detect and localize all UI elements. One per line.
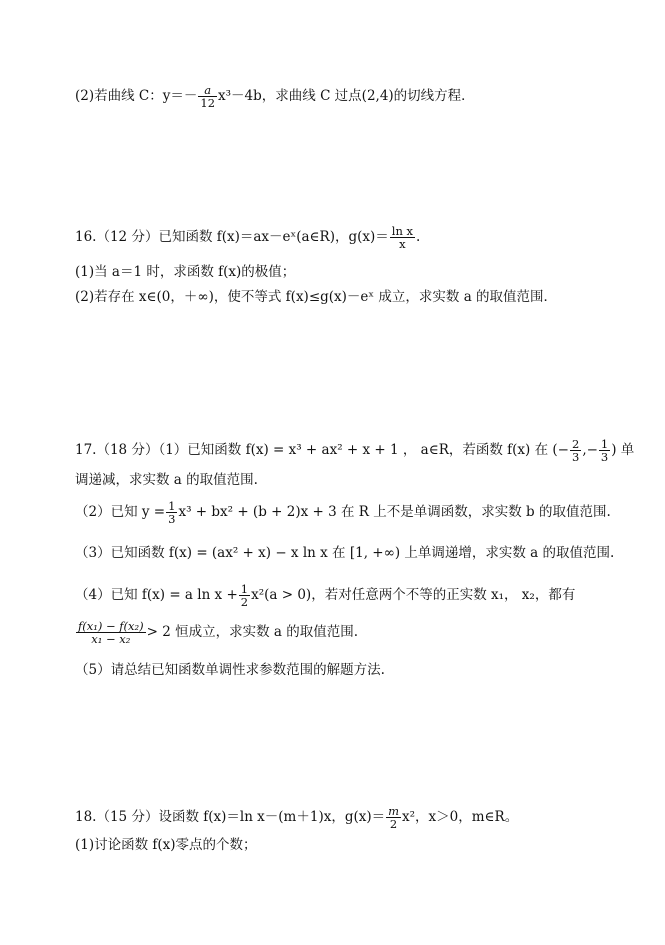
q15-part2: (2)若曲线 C：y＝－ $\frac{a}{12}$ x³－4b，求曲线 C 过点(2,4)的切线方程． [75, 83, 475, 110]
q17-part4-continued: $\frac{\text{f(x₁) − f(x₂)}}{\text{x₁ − x₂}}$ > 2 恒成立，求实数 a 的取值范围. [78, 619, 359, 646]
q18-part1: (1)讨论函数 f(x)零点的个数； [75, 837, 257, 853]
q16-part1: (1)当 a＝1 时，求函数 f(x)的极值； [75, 264, 296, 280]
q17-part2: （2）已知 y = $\frac{1}{3}$ x³ + bx² + (b + 2)x + 3 在 R 上不是单调函数，求实数 b 的取值范围. [75, 499, 611, 526]
fraction: $\frac{2}{3}$ [571, 437, 580, 464]
fraction: $\frac{1}{2}$ [240, 582, 249, 609]
fraction: $\frac{1}{3}$ [600, 437, 609, 464]
q17-part1-continued: 调递减，求实数 a 的取值范围. [75, 472, 258, 488]
q17-part5: （5）请总结已知函数单调性求参数范围的解题方法. [75, 662, 385, 678]
q17-part4: （4）已知 f(x) = a ln x + $\frac{1}{2}$ x²(a > 0)，若对任意两个不等的正实数 x₁， x₂，都有 [75, 582, 576, 609]
fraction: $\frac{1}{3}$ [168, 499, 176, 526]
fraction: $\frac{\text{f(x₁) − f(x₂)}}{\text{x₁ − x₂}}$ [78, 619, 144, 646]
q16-heading: 16.（12 分）已知函数 f(x)＝ax－eˣ(a∈R)，g(x)＝ $\frac{\text{ln x}}{x}$ . [75, 224, 421, 251]
fraction: $\frac{a}{12}$ [200, 83, 216, 110]
fraction: $\frac{\text{ln x}}{x}$ [391, 224, 414, 251]
q17-part1: 17.（18 分）（1）已知函数 f(x) = x³ + ax² + x + 1 ， a∈R，若函数 f(x) 在 (− $\frac{2}{3}$ ,− $\frac{1}{3}$ ) 单 [75, 437, 635, 464]
fraction: $\frac{m}{2}$ [388, 804, 400, 831]
q16-part2: (2)若存在 x∈(0，＋∞)，使不等式 f(x)≤g(x)－eˣ 成立，求实数 a 的取值范围． [75, 289, 558, 305]
q18-heading: 18.（15 分）设函数 f(x)＝ln x－(m＋1)x，g(x)＝ $\frac{m}{2}$ x²，x＞0，m∈R。 [75, 804, 519, 831]
q17-part3: （3）已知函数 f(x) = (ax² + x) − x ln x 在 [1, +∞) 上单调递增，求实数 a 的取值范围. [75, 545, 615, 561]
